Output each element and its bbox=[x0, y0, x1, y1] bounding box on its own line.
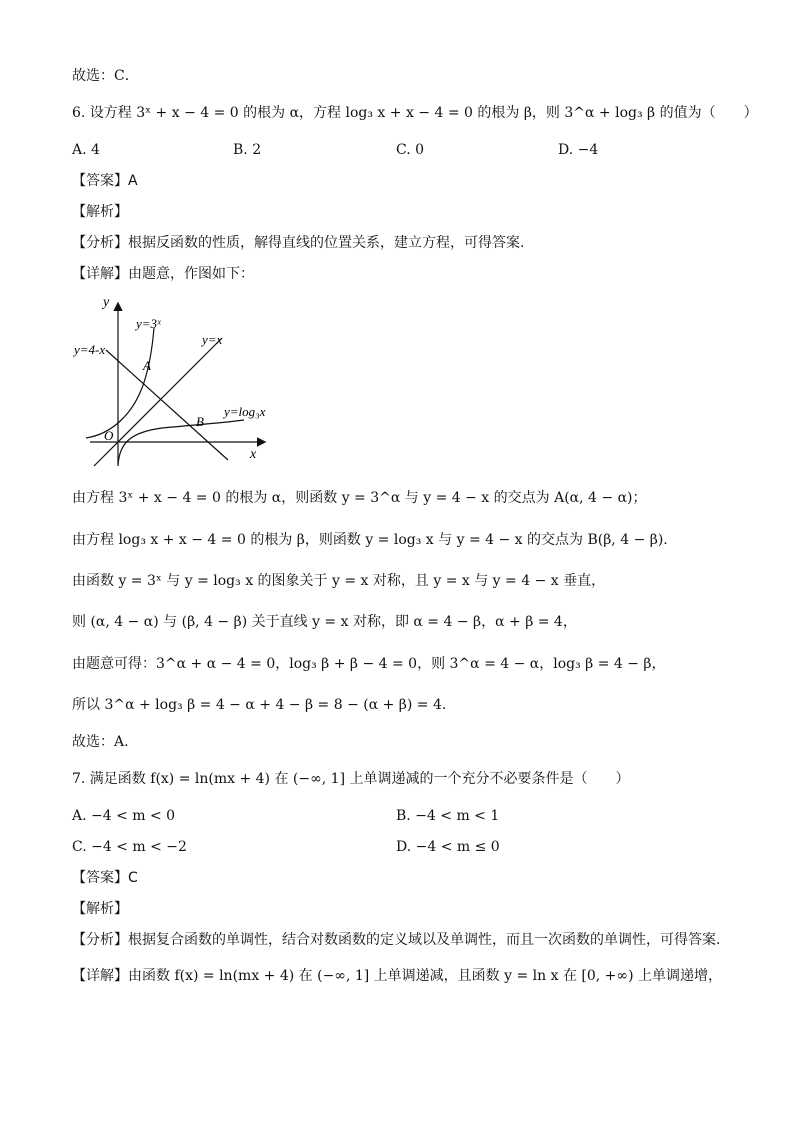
line-conclusion-prev: 故选：C． bbox=[72, 68, 139, 84]
solution-line-3: 由函数 y = 3ˣ 与 y = log₃ x 的图象关于 y = x 对称，且 y = x 与 y = 4 − x 垂直， bbox=[72, 573, 606, 589]
q6-option-c: C. 0 bbox=[396, 142, 425, 158]
curve-log bbox=[118, 420, 244, 466]
label-origin: O bbox=[104, 428, 114, 443]
q6-analysis-heading: 【解析】 bbox=[72, 204, 128, 220]
q6-option-d: D. −4 bbox=[558, 142, 599, 158]
q6-option-b: B. 2 bbox=[233, 142, 262, 158]
q7-detail: 【详解】由函数 f(x) = ln(mx + 4) 在 (−∞, 1] 上单调递减，且函数 y = ln x 在 [0, +∞) 上单调递增， bbox=[72, 968, 722, 984]
line-y-eq-4-minus-x bbox=[106, 350, 228, 460]
q7-analysis-heading: 【解析】 bbox=[72, 901, 128, 917]
solution-line-6: 所以 3^α + log₃ β = 4 − α + 4 − β = 8 − (α + β) = 4. bbox=[72, 697, 447, 713]
solution-line-1: 由方程 3ˣ + x − 4 = 0 的根为 α，则函数 y = 3^α 与 y = 4 − x 的交点为 A(α, 4 − α)； bbox=[72, 490, 647, 506]
solution-line-2: 由方程 log₃ x + x − 4 = 0 的根为 β，则函数 y = log₃ x 与 y = 4 − x 的交点为 B(β, 4 − β). bbox=[72, 532, 668, 548]
q7-option-b: B. −4 < m < 1 bbox=[396, 808, 500, 824]
label-point-b: B bbox=[196, 414, 204, 429]
label-x-axis: x bbox=[250, 447, 257, 462]
question-6: 6. 设方程 3ˣ + x − 4 = 0 的根为 α，方程 log₃ x + x − 4 = 0 的根为 β，则 3^α + log₃ β 的值为（ ） bbox=[72, 105, 758, 121]
solution-line-5: 由题意可得：3^α + α − 4 = 0，log₃ β + β − 4 = 0，则 3^α = 4 − α，log₃ β = 4 − β， bbox=[72, 656, 666, 672]
q6-answer: 【答案】A bbox=[72, 173, 138, 189]
label-y-eq-x: y=x bbox=[202, 332, 223, 347]
q7-analysis: 【分析】根据复合函数的单调性，结合对数函数的定义域以及单调性，而且一次函数的单调性，可得答案. bbox=[72, 932, 721, 948]
q7-option-a: A. −4 < m < 0 bbox=[72, 808, 176, 824]
question-7: 7. 满足函数 f(x) = ln(mx + 4) 在 (−∞, 1] 上单调递减的一个充分不必要条件是（ ） bbox=[72, 771, 630, 787]
q6-detail-intro: 【详解】由题意，作图如下： bbox=[72, 266, 254, 282]
label-point-a: A bbox=[143, 358, 151, 373]
label-log-curve: y=log₃x bbox=[224, 404, 266, 419]
label-y-eq-4-minus-x: y=4-x bbox=[74, 342, 106, 357]
function-graph-figure bbox=[72, 292, 282, 470]
q6-option-a: A. 4 bbox=[72, 142, 100, 158]
q6-analysis: 【分析】根据反函数的性质，解得直线的位置关系，建立方程，可得答案. bbox=[72, 235, 525, 251]
solution-line-4: 则 (α, 4 − α) 与 (β, 4 − β) 关于直线 y = x 对称，即 α = 4 − β，α + β = 4， bbox=[72, 614, 577, 630]
q7-option-d: D. −4 < m ≤ 0 bbox=[396, 839, 500, 855]
label-exp-curve: y=3ˣ bbox=[136, 316, 161, 331]
line-conclusion-q6: 故选：A. bbox=[72, 734, 129, 750]
q7-option-c: C. −4 < m < −2 bbox=[72, 839, 187, 855]
q7-answer: 【答案】C bbox=[72, 870, 138, 886]
label-y-axis: y bbox=[103, 295, 110, 310]
